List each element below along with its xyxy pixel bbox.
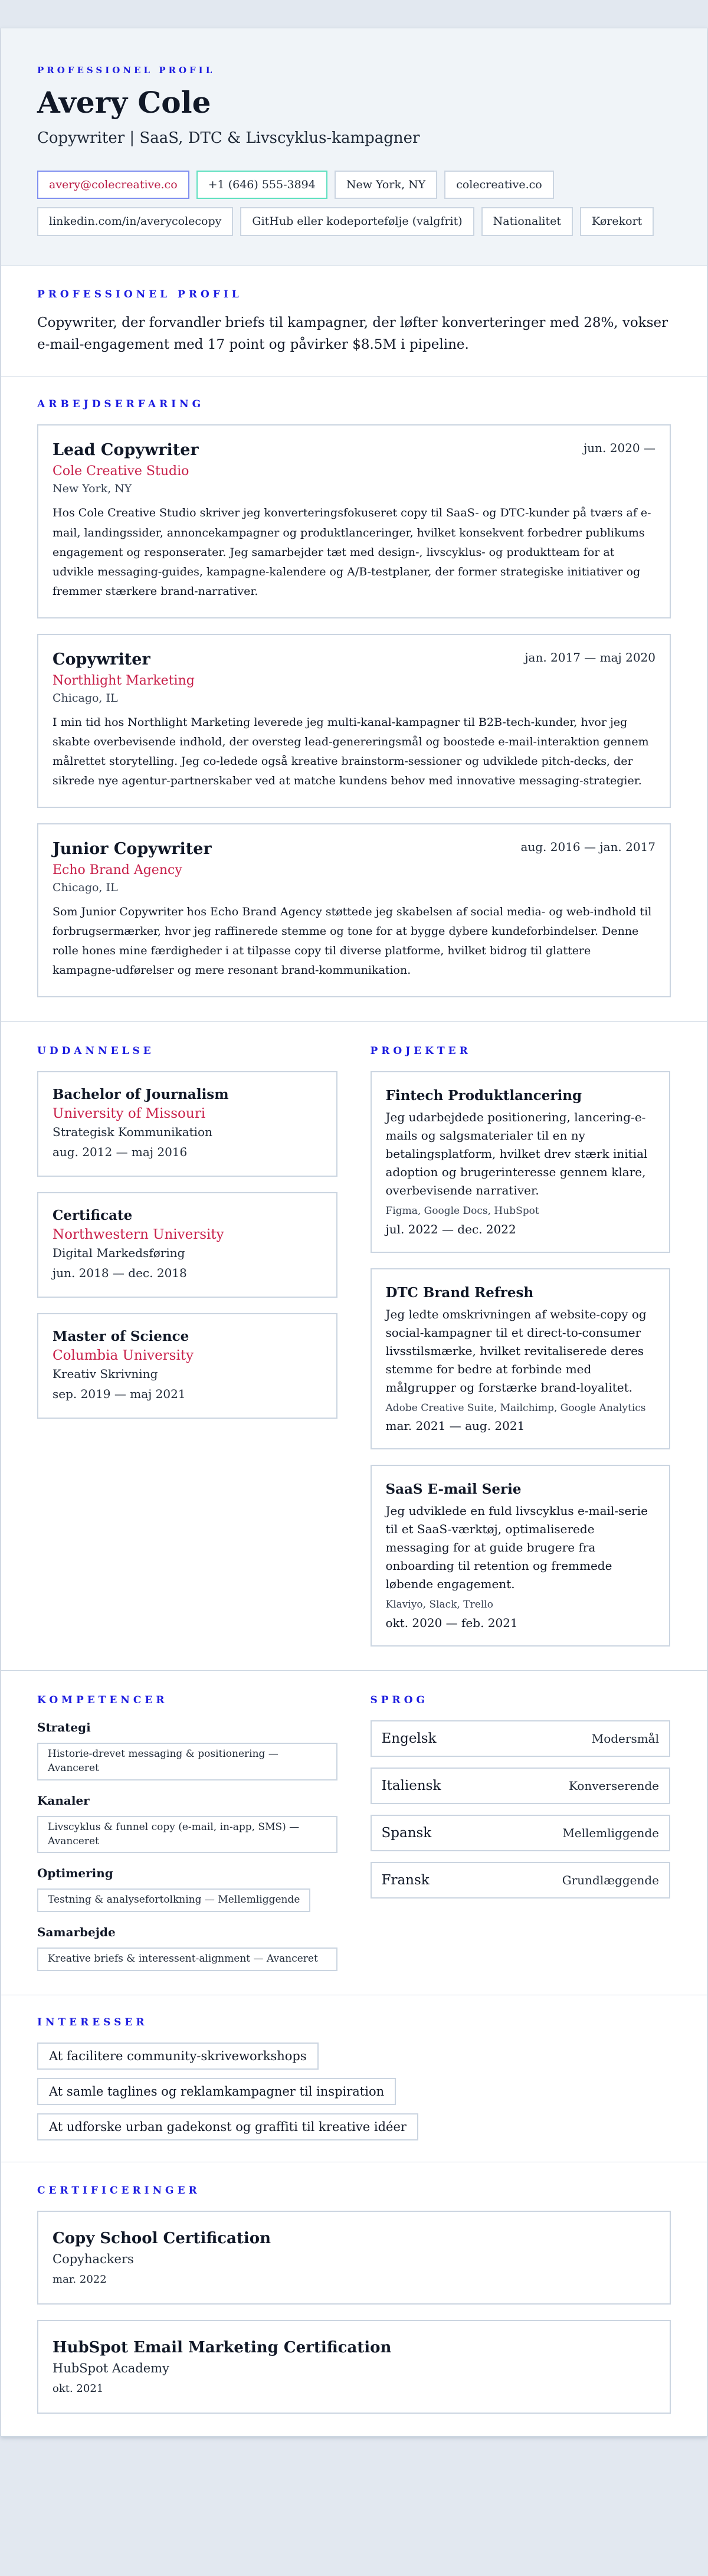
edu-dates: aug. 2012 — maj 2016 — [53, 1144, 188, 1159]
edu-school: University of Missouri — [53, 1105, 206, 1121]
section-title-certifications: CERTIFICERINGER — [37, 2184, 201, 2197]
experience-section — [1, 377, 707, 1021]
skill-chip: Kreative briefs & interessent-alignment — Avanceret — [37, 1947, 337, 1971]
license-chip: Kørekort — [580, 207, 654, 236]
edu-field: Strategisk Kommunikation — [53, 1124, 212, 1139]
edu-field: Kreativ Skrivning — [53, 1366, 158, 1381]
language-name: Engelsk — [381, 1731, 437, 1747]
education-projects-row — [1, 1022, 707, 1671]
certification-card — [37, 2211, 671, 2305]
edu-school: Northwestern University — [53, 1226, 224, 1242]
project-tools: Klaviyo, Slack, Trello — [385, 1599, 493, 1611]
job-card — [37, 634, 671, 808]
job-company: Cole Creative Studio — [53, 464, 189, 479]
job-dates: aug. 2016 — jan. 2017 — [520, 839, 655, 854]
job-location: Chicago, IL — [53, 691, 118, 705]
language-level: Konverserende — [568, 1779, 659, 1793]
contact-chips — [37, 171, 671, 236]
certifications-section — [1, 2162, 707, 2436]
certification-issuer: Copyhackers — [53, 2251, 134, 2266]
language-item — [371, 1815, 671, 1851]
location-chip: New York, NY — [335, 171, 437, 199]
resume-page — [1, 28, 707, 2437]
language-name: Spansk — [381, 1825, 432, 1841]
edu-school: Columbia University — [53, 1347, 194, 1363]
section-title-languages: SPROG — [370, 1694, 429, 1707]
skill-group — [37, 1720, 337, 1780]
education-card — [37, 1192, 337, 1298]
certification-issuer: HubSpot Academy — [53, 2361, 169, 2375]
job-description: Hos Cole Creative Studio skriver jeg konverteringsfokuseret copy til SaaS- og DTC-kunder på tværs af e-mail, landingssider, annoncekampagner og produktlanceringer, hvilket konsekvent forbedrer publikums engagement og responserater. Jeg samarbejder tæt med design-, livscyklus- og produktteam for at udvikle messaging-guides, kampagne-kalendere og A/B-testplaner, der former strategiske initiativer og fremmer stærkere brand-narrativer. — [53, 506, 651, 598]
github-chip[interactable]: GitHub eller kodeportefølje (valgfrit) — [240, 207, 474, 236]
project-dates: okt. 2020 — feb. 2021 — [385, 1616, 518, 1631]
language-item — [371, 1862, 671, 1899]
summary-section — [1, 266, 707, 378]
project-card — [371, 1268, 671, 1450]
candidate-name: Avery Cole — [37, 85, 211, 120]
job-title: Lead Copywriter — [53, 441, 199, 460]
languages-section — [359, 1671, 707, 1995]
project-description: Jeg ledte omskrivningen af website-copy og social-kampagner til et direct-to-consumer livsstilsmærke, hvilket revitaliserede deres stemme for bedre at forbinde med målgrupper og forstærke brand-loyalitet. — [385, 1307, 647, 1395]
section-title-experience: ARBEJDSERFARING — [37, 398, 205, 411]
project-tools: Adobe Creative Suite, Mailchimp, Google Analytics — [385, 1402, 646, 1414]
language-item — [371, 1767, 671, 1804]
skills-languages-row — [1, 1671, 707, 1995]
language-name: Fransk — [381, 1873, 430, 1888]
skill-chip: Livscyklus & funnel copy (e-mail, in-app, SMS) — Avanceret — [37, 1816, 337, 1854]
linkedin-chip[interactable]: linkedin.com/in/averycolecopy — [37, 207, 233, 236]
interests-list — [37, 2043, 671, 2140]
job-card — [37, 823, 671, 997]
job-location: New York, NY — [53, 482, 132, 496]
phone-chip[interactable]: +1 (646) 555-3894 — [196, 171, 327, 199]
skill-group — [37, 1925, 337, 1971]
skill-group-name: Kanaler — [37, 1793, 90, 1808]
interest-chip: At facilitere community-skriveworkshops — [37, 2043, 319, 2070]
job-description: Som Junior Copywriter hos Echo Brand Agency støttede jeg skabelsen af social media- og web-indhold til forbrugsermærker, hvor jeg raffinerede stemme og tone for at bygge dybere kundeforbindelser. Denne rolle hones mine færdigheder i at tilpasse copy til diverse platforme, hvilket bidrog til glattere kampagne-udførelser og mere resonant brand-kommunikation. — [53, 905, 652, 977]
project-card — [371, 1071, 671, 1253]
project-description: Jeg udarbejdede positionering, lancering-e-mails og salgsmaterialer til en ny betalingsplatform, hvilket drev stærk initial adoption og brugerinteresse gennem klare, overbevisende narrativer. — [385, 1109, 648, 1197]
job-description: I min tid hos Northlight Marketing leverede jeg multi-kanal-kampagner til B2B-tech-kunder, hvor jeg skabte overbevisende indhold, der oversteg lead-genereringsmål og boostede e-mail-interaktion gennem målrettet storytelling. Jeg co-ledede også kreative brainstorm-sessioner og udviklede pitch-decks, der sikrede nye agentur-partnerskaber ved at matche kundens behov med innovative messaging-strategier. — [53, 715, 649, 788]
project-name: Fintech Produktlancering — [385, 1087, 582, 1104]
edu-degree: Bachelor of Journalism — [53, 1086, 229, 1102]
language-name: Italiensk — [381, 1778, 441, 1794]
job-company: Echo Brand Agency — [53, 862, 182, 878]
certification-name: Copy School Certification — [53, 2229, 271, 2247]
summary-text: Copywriter, der forvandler briefs til kampagner, der løfter konverteringer med 28%, vokser e-mail-engagement med 17 point og påvirker $8.5M i pipeline. — [37, 315, 668, 352]
certification-card — [37, 2320, 671, 2414]
resume-header — [1, 28, 707, 266]
section-title-projects: PROJEKTER — [370, 1045, 471, 1057]
job-title: Copywriter — [53, 650, 150, 669]
section-title-summary: PROFESSIONEL PROFIL — [37, 288, 242, 300]
education-card — [37, 1313, 337, 1419]
certification-date: okt. 2021 — [53, 2382, 104, 2395]
project-tools: Figma, Google Docs, HubSpot — [385, 1204, 539, 1217]
edu-dates: sep. 2019 — maj 2021 — [53, 1386, 186, 1401]
job-dates: jan. 2017 — maj 2020 — [525, 650, 655, 665]
section-title-education: UDDANNELSE — [37, 1045, 155, 1057]
skills-section — [1, 1671, 359, 1995]
education-section — [1, 1022, 359, 1670]
job-location: Chicago, IL — [53, 881, 118, 894]
job-dates: jun. 2020 — — [584, 441, 655, 456]
certification-name: HubSpot Email Marketing Certification — [53, 2338, 392, 2356]
language-level: Mellemliggende — [562, 1826, 659, 1841]
interest-chip: At samle taglines og reklamkampagner til inspiration — [37, 2078, 396, 2105]
project-name: SaaS E-mail Serie — [385, 1481, 522, 1498]
section-title-skills: KOMPETENCER — [37, 1694, 168, 1707]
project-card — [371, 1465, 671, 1647]
language-level: Modersmål — [591, 1731, 659, 1746]
skill-group-name: Optimering — [37, 1866, 113, 1881]
section-title-interests: INTERESSER — [37, 2016, 148, 2028]
job-title: Junior Copywriter — [53, 839, 212, 858]
language-item — [371, 1720, 671, 1757]
projects-section — [359, 1022, 707, 1670]
header-kicker: PROFESSIONEL PROFIL — [37, 65, 215, 76]
candidate-headline: Copywriter | SaaS, DTC & Livscyklus-kampagner — [37, 129, 420, 147]
edu-field: Digital Markedsføring — [53, 1245, 185, 1260]
project-dates: mar. 2021 — aug. 2021 — [385, 1419, 525, 1433]
edu-degree: Master of Science — [53, 1328, 189, 1344]
job-company: Northlight Marketing — [53, 673, 195, 688]
email-chip[interactable]: avery@colecreative.co — [37, 171, 189, 199]
skill-group-name: Strategi — [37, 1720, 91, 1735]
project-description: Jeg udviklede en fuld livscyklus e-mail-serie til et SaaS-værktøj, optimaliserede messaging for at guide brugere fra onboarding til retention og fremmede løbende engagement. — [385, 1504, 648, 1592]
certification-date: mar. 2022 — [53, 2273, 107, 2286]
project-name: DTC Brand Refresh — [385, 1284, 534, 1301]
skill-group-name: Samarbejde — [37, 1925, 116, 1940]
project-dates: jul. 2022 — dec. 2022 — [385, 1222, 516, 1236]
education-card — [37, 1071, 337, 1177]
skill-group — [37, 1866, 337, 1912]
website-chip[interactable]: colecreative.co — [444, 171, 554, 199]
edu-dates: jun. 2018 — dec. 2018 — [53, 1265, 187, 1280]
skill-group — [37, 1793, 337, 1854]
edu-degree: Certificate — [53, 1207, 133, 1223]
skill-chip: Testning & analysefortolkning — Mellemliggende — [37, 1888, 310, 1912]
job-card — [37, 424, 671, 618]
interests-section — [1, 1995, 707, 2162]
skill-chip: Historie-drevet messaging & positionering — Avanceret — [37, 1743, 337, 1780]
nationality-chip: Nationalitet — [481, 207, 573, 236]
language-level: Grundlæggende — [562, 1873, 659, 1888]
interest-chip: At udforske urban gadekonst og graffiti til kreative idéer — [37, 2113, 418, 2140]
